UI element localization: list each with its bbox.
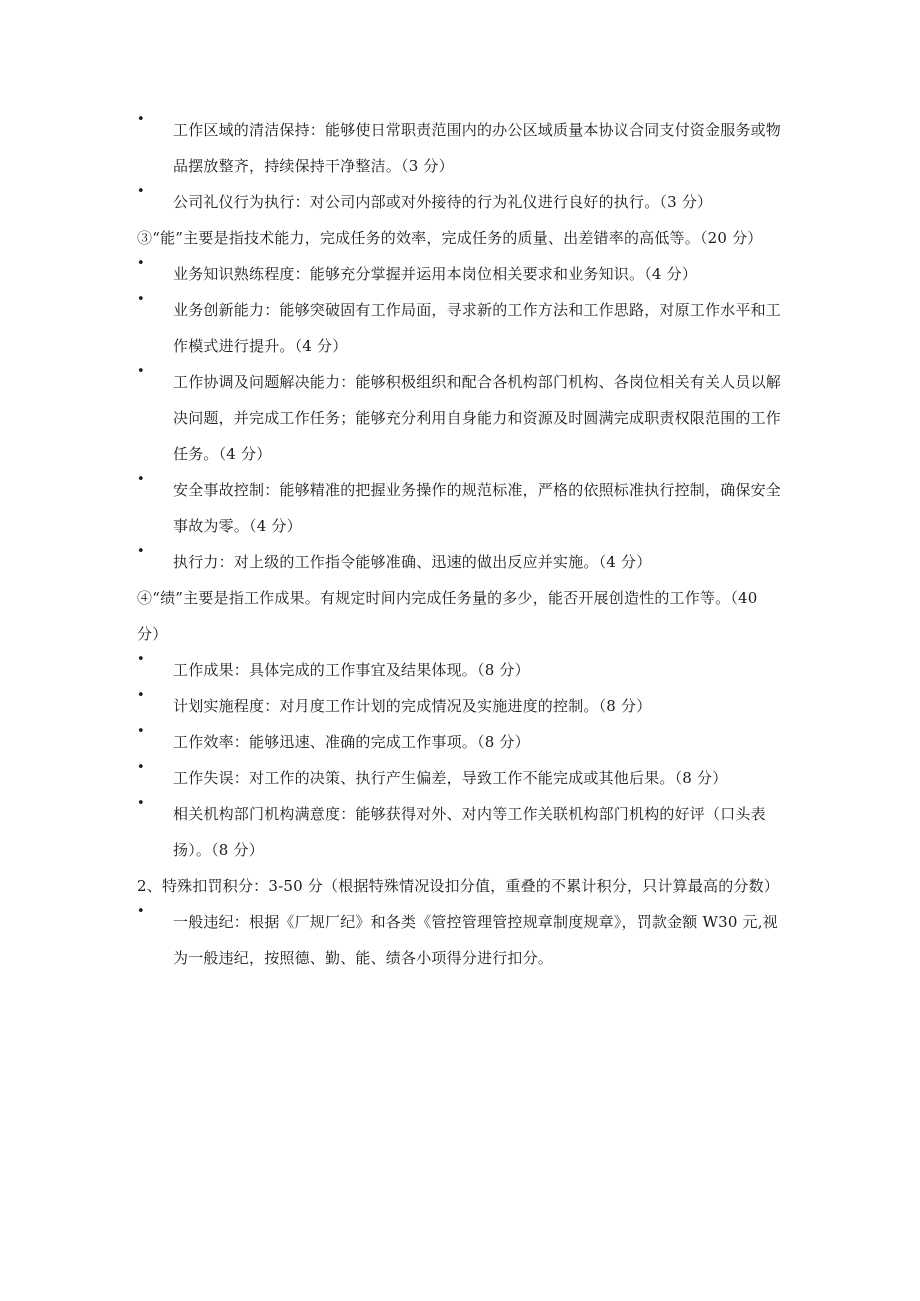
list-item [137,112,797,184]
list-item-text: 执行力：对上级的工作指令能够准确、迅速的做出反应并实施。（4 分） [173,553,652,571]
bullet-icon: • [137,472,145,487]
list-item [137,256,797,292]
bullet-icon: • [137,256,145,271]
bullet-icon: • [137,544,145,559]
list-item-text: 决问题，并完成工作任务；能够充分利用自身能力和资源及时圆满完成职责权限范围的工作 [173,409,782,427]
list-item-text: 安全事故控制：能够精准的把握业务操作的规范标准，严格的依照标准执行控制，确保安全 [173,481,782,499]
bullet-icon: • [137,724,145,739]
list-item [137,184,797,220]
list-item-text: 事故为零。（4 分） [173,517,302,535]
section-paragraph [137,580,797,652]
bullet-icon: • [137,688,145,703]
list-item [137,688,797,724]
list-item-text: 为一般违纪，按照德、勤、能、绩各小项得分进行扣分。 [173,949,554,967]
paragraph-text: 2、特殊扣罚积分：3-50 分（根据特殊情况设扣分值，重叠的不累计积分，只计算最高的分数） [137,877,780,895]
list-item-text: 工作区域的清洁保持：能够使日常职责范围内的办公区域质量本协议合同支付资金服务或物 [173,121,782,139]
document-body [137,112,797,976]
list-item-text: 一般违纪：根据《厂规厂纪》和各类《管控管理管控规章制度规章》，罚款金额 W30 元,视 [173,913,778,931]
list-item-text: 工作效率：能够迅速、准确的完成工作事项。（8 分） [173,733,530,751]
list-item [137,760,797,796]
list-item [137,292,797,364]
list-item-text: 作模式进行提升。（4 分） [173,337,348,355]
list-item-text: 工作成果：具体完成的工作事宜及结果体现。（8 分） [173,661,530,679]
list-item-text: 品摆放整齐，持续保持干净整洁。（3 分） [173,157,454,175]
bullet-icon: • [137,760,145,775]
list-item-text: 相关机构部门机构满意度：能够获得对外、对内等工作关联机构部门机构的好评（口头表 [173,805,766,823]
list-item-text: 业务知识熟练程度：能够充分掌握并运用本岗位相关要求和业务知识。（4 分） [173,265,698,283]
list-item-text: 工作失误：对工作的决策、执行产生偏差，导致工作不能完成或其他后果。（8 分） [173,769,728,787]
bullet-icon: • [137,364,145,379]
paragraph-text: 分） [137,625,168,643]
list-item [137,364,797,472]
bullet-icon: • [137,112,145,127]
list-item-text: 公司礼仪行为执行：对公司内部或对外接待的行为礼仪进行良好的执行。（3 分） [173,193,713,211]
section-paragraph [137,868,797,904]
section-paragraph [137,220,797,256]
list-item [137,544,797,580]
list-item [137,796,797,868]
bullet-icon: • [137,184,145,199]
list-item-text: 业务创新能力：能够突破固有工作局面，寻求新的工作方法和工作思路，对原工作水平和工 [173,301,782,319]
bullet-icon: • [137,796,145,811]
list-item [137,904,797,976]
list-item [137,724,797,760]
list-item [137,472,797,544]
list-item [137,652,797,688]
list-item-text: 扬）。（8 分） [173,841,264,859]
paragraph-text: ④“绩”主要是指工作成果。有规定时间内完成任务量的多少，能否开展创造性的工作等。（40 [137,589,758,607]
list-item-text: 工作协调及问题解决能力：能够积极组织和配合各机构部门机构、各岗位相关有关人员以解 [173,373,782,391]
paragraph-text: ③“能”主要是指技术能力，完成任务的效率，完成任务的质量、出差错率的高低等。（20 分） [137,229,763,247]
list-item-text: 计划实施程度：对月度工作计划的完成情况及实施进度的控制。（8 分） [173,697,652,715]
bullet-icon: • [137,292,145,307]
bullet-icon: • [137,904,145,919]
list-item-text: 任务。（4 分） [173,445,272,463]
bullet-icon: • [137,652,145,667]
